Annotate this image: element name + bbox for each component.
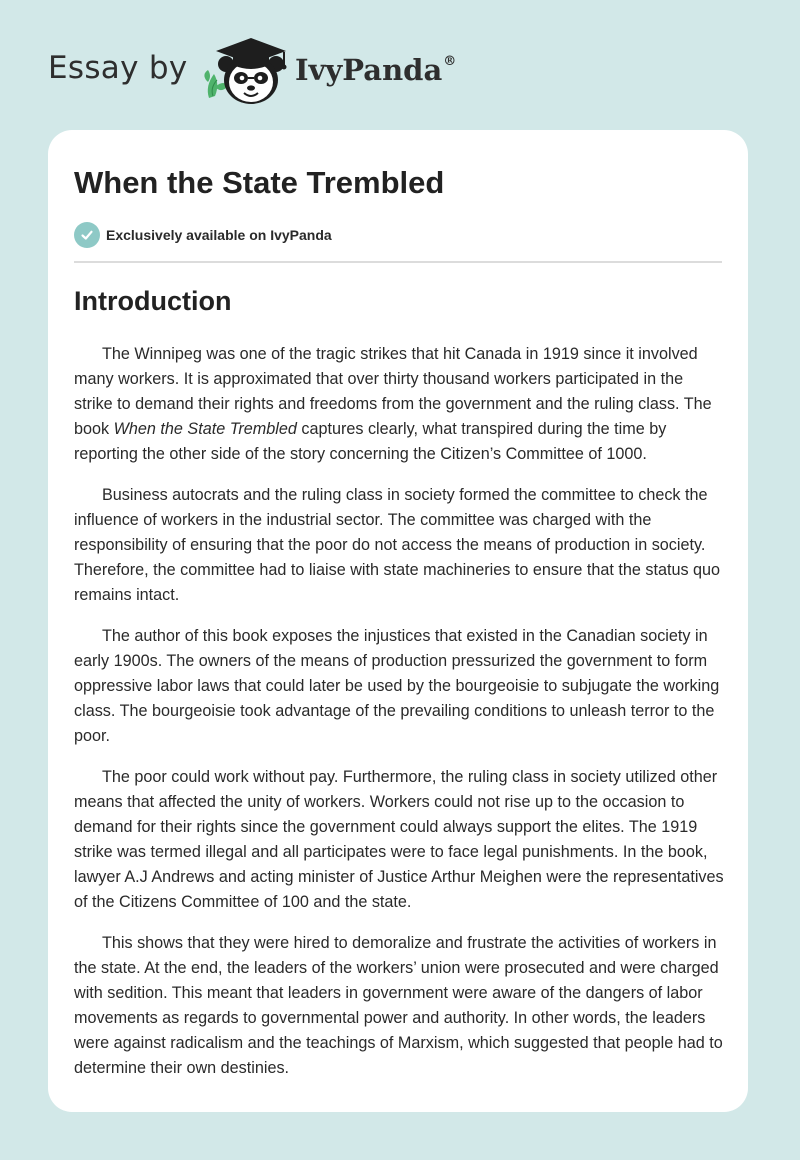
exclusive-badge — [74, 222, 332, 248]
brand-name[interactable] — [295, 53, 456, 87]
site-header — [0, 0, 800, 130]
paragraph-4: The poor could work without pay. Furthermore, the ruling class in society utilized other means that affected the unity of workers. Workers could not rise up to the occasion to demand for their rights since the government could always support the elites. The 1919 strike was termed illegal and all participates were to face legal punishments. In the book, lawyer A.J Andrews and acting minister of Justice Arthur Meighen were the representatives of the Citizens Committee of 100 and the state. — [74, 768, 724, 911]
page-title: When the State Trembled — [74, 165, 445, 200]
paragraph-3: The author of this book exposes the injustices that existed in the Canadian society in early 1900s. The owners of the means of production pressurized the government to form oppressive labor laws that could later be used by the bourgeoisie to subjugate the working class. The bourgeoisie took advantage of the prevailing conditions to unleash terror to the poor. — [74, 627, 720, 745]
exclusive-badge-label: Exclusively available on IvyPanda — [106, 227, 332, 243]
paragraph-5: This shows that they were hired to demoralize and frustrate the activities of workers in the state. At the end, the leaders of the workers’ union were prosecuted and were charged with sedition. This meant that leaders in government were aware of the dangers of labor movements as regards to governmental power and authority. In other words, the leaders were against radicalism and the teachings of Marxism, which suggested that people had to determine their own destinies. — [74, 934, 723, 1077]
section-heading-introduction: Introduction — [74, 286, 232, 316]
paragraph-1 — [74, 342, 724, 467]
book-title: When the State Trembled — [113, 420, 297, 438]
brand-name-text: IvyPanda — [295, 53, 443, 87]
paragraph-1-text-a: The Winnipeg was one of the tragic strikes that hit Canada in 1919 since it involved many workers. It is approximated that over thirty thousand workers participated in the strike to demand their rights and freedoms from the government and the ruling class. The book — [74, 345, 712, 438]
divider — [74, 261, 722, 263]
essay-card — [48, 130, 748, 1112]
check-circle-icon — [74, 222, 100, 248]
essay-body — [74, 342, 724, 1097]
panda-logo-icon[interactable] — [200, 36, 295, 108]
brand-prefix: Essay by — [48, 50, 188, 86]
registered-mark: ® — [443, 54, 457, 69]
check-icon — [80, 228, 94, 242]
paragraph-1-text-b: captures clearly, what transpired during the time by reporting the other side of the story concerning the Citizen’s Committee of 1000. — [74, 420, 667, 463]
paragraph-2: Business autocrats and the ruling class in society formed the committee to check the influence of workers in the industrial sector. The committee was charged with the responsibility of ensuring that the poor do not access the means of production in society. Therefore, the committee had to liaise with state machineries to ensure that the status quo remains intact. — [74, 486, 721, 604]
